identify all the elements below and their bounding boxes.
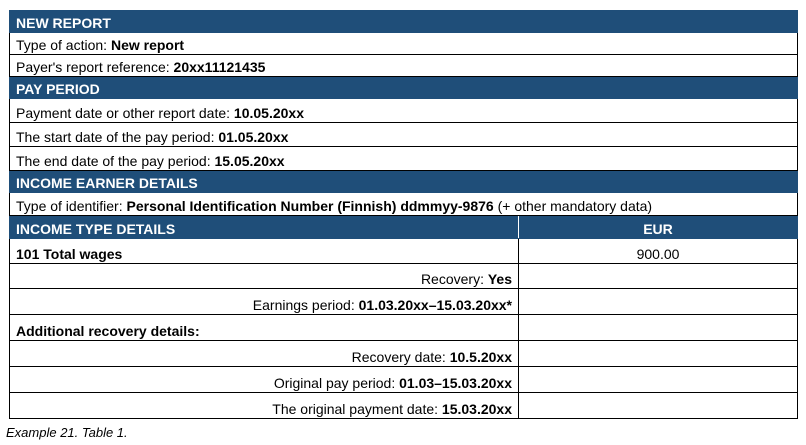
payment-date-row (10, 99, 798, 123)
recovery-row (10, 264, 798, 289)
identifier-row (10, 193, 798, 216)
payment-date-label: Payment date or other report date: (16, 105, 234, 121)
original-pay-period-label: Original pay period: (273, 375, 400, 391)
original-payment-date-row (10, 393, 798, 419)
payment-date-value: 10.05.20xx (233, 105, 304, 121)
type-of-action-label: Type of action: (16, 37, 111, 53)
recovery-value: Yes (487, 271, 512, 287)
report-reference-value: 20xx11121435 (173, 59, 266, 75)
additional-recovery-label: Additional recovery details: (16, 323, 200, 339)
recovery-date-row (10, 341, 798, 367)
report-table (9, 10, 798, 419)
original-payment-date-cell (10, 393, 519, 419)
pay-period-end-value: 15.05.20xx (214, 153, 285, 169)
new-report-header-row (10, 11, 798, 33)
payment-date-cell (10, 99, 798, 123)
total-wages-value: 900.00 (519, 239, 798, 264)
identifier-cell (10, 193, 798, 216)
original-pay-period-cell (10, 367, 519, 393)
total-wages-row (10, 239, 798, 264)
identifier-value: Personal Identification Number (Finnish) ddmmyy-9876 (126, 198, 494, 214)
pay-period-start-label: The start date of the pay period: (16, 129, 219, 145)
income-type-title: INCOME TYPE DETAILS (10, 216, 519, 239)
additional-recovery-row (10, 315, 798, 341)
identifier-label: Type of identifier: (16, 198, 127, 214)
pay-period-header-row (10, 77, 798, 99)
pay-period-end-label: The end date of the pay period: (16, 153, 215, 169)
report-reference-row (10, 55, 798, 77)
type-of-action-value: New report (110, 37, 185, 53)
original-payment-date-eur-cell (519, 393, 798, 419)
original-pay-period-eur-cell (519, 367, 798, 393)
total-wages-label: 101 Total wages (16, 246, 123, 262)
pay-period-end-row (10, 147, 798, 171)
earnings-period-row (10, 289, 798, 315)
original-pay-period-value: 01.03–15.03.20xx (399, 375, 512, 391)
recovery-cell (10, 264, 519, 289)
earnings-period-label: Earnings period: (252, 297, 359, 313)
income-earner-title: INCOME EARNER DETAILS (10, 171, 798, 193)
type-of-action-cell (10, 33, 798, 55)
pay-period-start-value: 01.05.20xx (218, 129, 289, 145)
report-reference-cell (10, 55, 798, 77)
recovery-date-eur-cell (519, 341, 798, 367)
earnings-period-cell (10, 289, 519, 315)
total-wages-label-cell (10, 239, 519, 264)
recovery-date-label: Recovery date: (351, 349, 450, 365)
additional-recovery-eur-cell (519, 315, 798, 341)
original-payment-date-label: The original payment date: (272, 401, 442, 417)
recovery-date-value: 10.5.20xx (449, 349, 512, 365)
pay-period-start-cell (10, 123, 798, 147)
original-pay-period-row (10, 367, 798, 393)
earnings-period-value: 01.03.20xx–15.03.20xx* (358, 297, 512, 313)
pay-period-title: PAY PERIOD (10, 77, 798, 99)
type-of-action-row (10, 33, 798, 55)
new-report-title: NEW REPORT (10, 11, 798, 33)
income-type-header-row (10, 216, 798, 239)
currency-header: EUR (519, 216, 798, 239)
pay-period-start-row (10, 123, 798, 147)
table-caption: Example 21. Table 1. (6, 425, 128, 440)
recovery-date-cell (10, 341, 519, 367)
report-reference-label: Payer's report reference: (16, 59, 174, 75)
earnings-period-eur-cell (519, 289, 798, 315)
additional-recovery-cell (10, 315, 519, 341)
original-payment-date-value: 15.03.20xx (441, 401, 512, 417)
recovery-eur-cell (519, 264, 798, 289)
recovery-label: Recovery: (420, 271, 488, 287)
identifier-note: (+ other mandatory data) (493, 198, 653, 214)
pay-period-end-cell (10, 147, 798, 171)
income-earner-header-row (10, 171, 798, 193)
